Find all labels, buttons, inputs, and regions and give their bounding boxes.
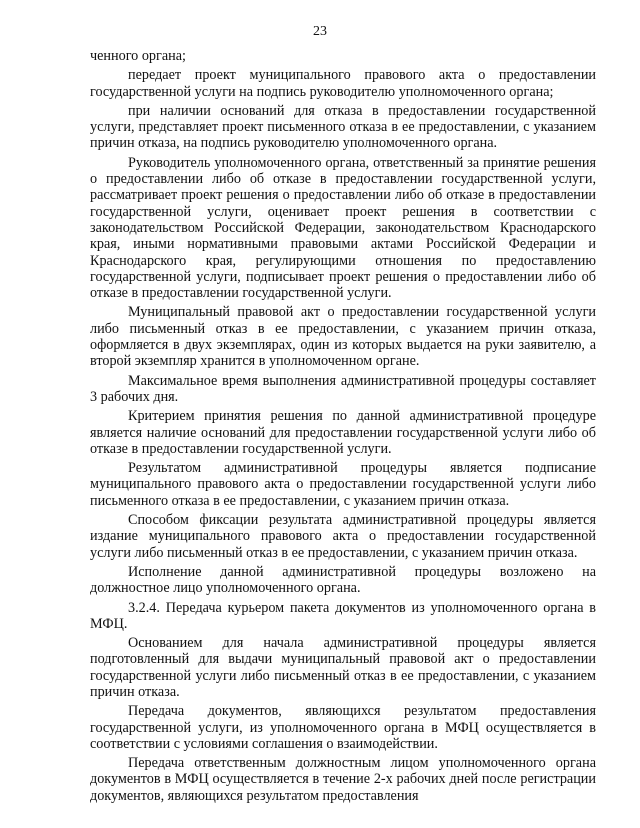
document-body [90, 48, 596, 807]
paragraph: Руководитель уполномоченного органа, ответственный за принятие решения о предоставлении либо об отказе в предоставлении государственной услуги, рассматривает проект решения о предоставлении либо об отказе в предоставлении государственной услуги, оценивает проект решения в соответствии с законодательством Российской Федерации, законодательством Краснодарского края, иными нормативными правовыми актами Российской Федерации и Краснодарского края, регулирующими отношения по предоставлению государственной услуги, подписывает проект решения о предоставлении либо об отказе в предоставлении государственной услуги. [90, 154, 596, 302]
paragraph: при наличии оснований для отказа в предоставлении государственной услуги, представляет проект письменного отказа в ее предоставлении, с указанием причин отказа, на подпись руководителю уполномоченного органа. [90, 102, 596, 152]
paragraph: Критерием принятия решения по данной административной процедуре является наличие оснований для предоставлении государственной услуги либо об отказе в предоставлении государственной услуги. [90, 408, 596, 457]
paragraph: Основанием для начала административной процедуры является подготовленный для выдачи муниципальный правовой акт о предоставлении государственной услуги либо письменный отказ в ее предоставлении, с указанием причин отказа. [90, 635, 596, 700]
paragraph: передает проект муниципального правового акта о предоставлении государственной услуги на подпись руководителю уполномоченного органа; [90, 67, 596, 100]
page-number: 23 [313, 24, 327, 39]
paragraph: Муниципальный правовой акт о предоставлении государственной услуги либо письменный отказ в ее предоставлении, с указанием причин отказа, оформляется в двух экземплярах, один из которых выдается на руки заявителю, а второй экземпляр хранится в уполномоченном органе. [90, 304, 596, 370]
paragraph: Передача ответственным должностным лицом уполномоченного органа документов в МФЦ осуществляется в течение 2-х рабочих дней после регистрации документов, являющихся результатом предоставления [90, 755, 596, 804]
section-heading: 3.2.4. Передача курьером пакета документов из уполномоченного органа в МФЦ. [90, 599, 596, 632]
paragraph: Результатом административной процедуры является подписание муниципального правового акта о предоставлении государственной услуги либо письменного отказа в ее предоставлении, с указанием причин отказа. [90, 460, 596, 509]
paragraph: Передача документов, являющихся результатом предоставления государственной услуги, из уполномоченного органа в МФЦ осуществляется в соответствии с условиями соглашения о взаимодействии. [90, 703, 596, 752]
paragraph-continuation: ченного органа; [90, 48, 186, 64]
paragraph: Максимальное время выполнения административной процедуры составляет 3 рабочих дня. [90, 372, 596, 405]
paragraph: Способом фиксации результата административной процедуры является издание муниципального правового акта о предоставлении государственной услуги либо письменный отказ в ее предоставлении, с указанием причин отказа. [90, 512, 596, 561]
paragraph: Исполнение данной административной процедуры возложено на должностное лицо уполномоченного органа. [90, 563, 596, 597]
